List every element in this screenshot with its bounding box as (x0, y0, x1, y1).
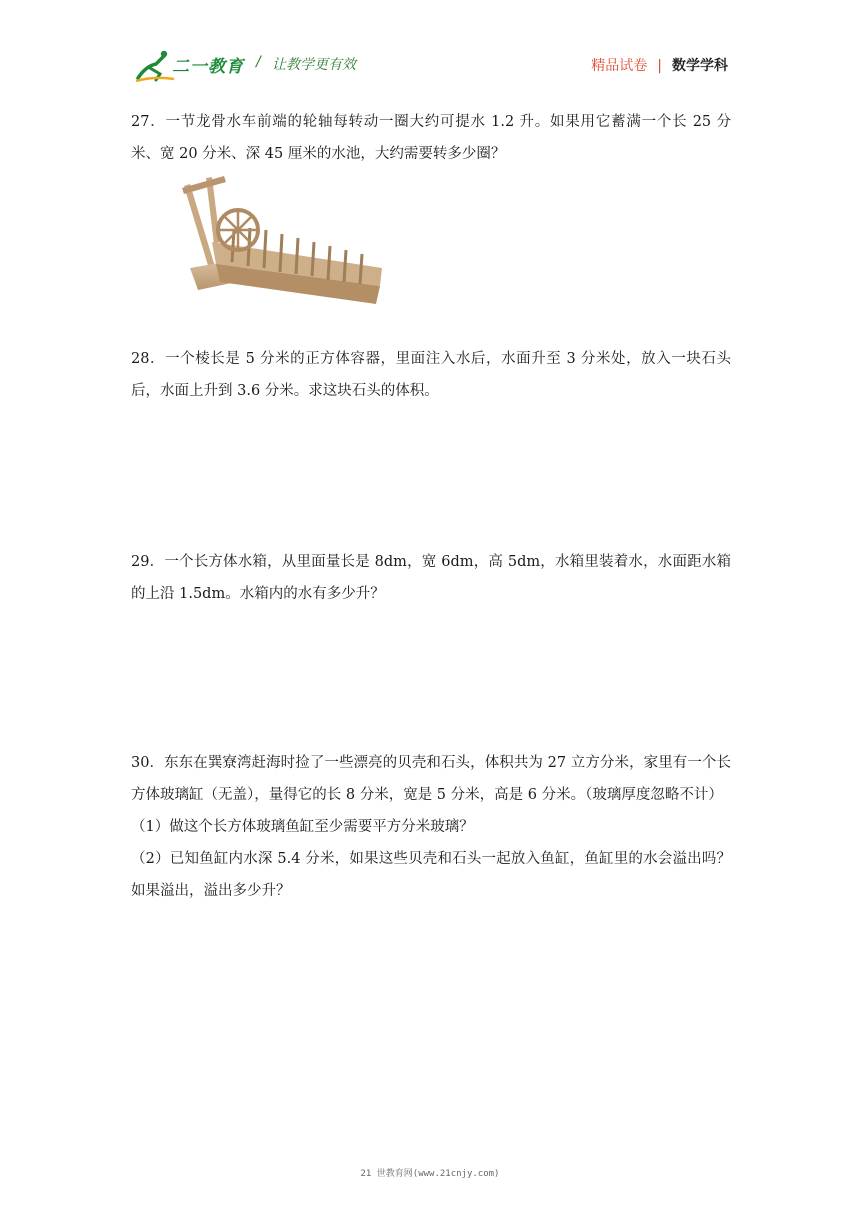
question-29 (131, 546, 731, 610)
question-29-body (131, 546, 731, 610)
question-number: 27． (131, 114, 166, 130)
question-text: 一节龙骨水车前端的轮轴每转动一圈大约可提水 1.2 升。如果用它蓄满一个长 25 分米、宽 20 分米、深 45 厘米的水池，大约需要转多少圈？ (131, 114, 732, 162)
page-header (0, 0, 860, 90)
question-27 (131, 106, 731, 170)
question-30-body (131, 747, 731, 811)
question-text: 东东在巽寮湾赶海时捡了一些漂亮的贝壳和石头，体积共为 27 立方分米，家里有一个长方体玻璃缸（无盖），量得它的长 8 分米，宽是 5 分米，高是 6 分米。（玻璃厚度忽略不计） (131, 755, 732, 803)
brand-name: 二一教育 (172, 57, 244, 77)
question-30-part-2: （2）已知鱼缸内水深 5.4 分米，如果这些贝壳和石头一起放入鱼缸，鱼缸里的水会溢出吗？如果溢出，溢出多少升？ (131, 851, 731, 899)
question-30 (131, 747, 731, 907)
dragon-bone-waterwheel-image (176, 172, 396, 312)
page-footer: 21 世教育网(www.21cnjy.com) (360, 1169, 500, 1179)
header-right (591, 55, 728, 75)
question-30-part-1: （1）做这个长方体玻璃鱼缸至少需要平方分米玻璃？ (131, 819, 474, 835)
question-27-body (131, 106, 731, 170)
header-divider: / (256, 54, 261, 70)
question-text: 一个棱长是 5 分米的正方体容器，里面注入水后，水面升至 3 分米处，放入一块石头后，水面上升到 3.6 分米。求这块石头的体积。 (131, 351, 732, 399)
exam-label: 精品试卷 (591, 58, 648, 74)
brand-slogan: 让教学更有效 (272, 57, 356, 73)
header-separator: | (657, 58, 662, 74)
subject-label: 数学学科 (672, 58, 728, 74)
question-text: 一个长方体水箱，从里面量长是 8dm，宽 6dm，高 5dm，水箱里装着水，水面距水箱的上沿 1.5dm。水箱内的水有多少升？ (131, 554, 731, 602)
question-number: 30． (131, 755, 165, 771)
question-28 (131, 343, 731, 407)
question-28-body (131, 343, 731, 407)
question-number: 28． (131, 351, 166, 367)
question-number: 29． (131, 554, 165, 570)
